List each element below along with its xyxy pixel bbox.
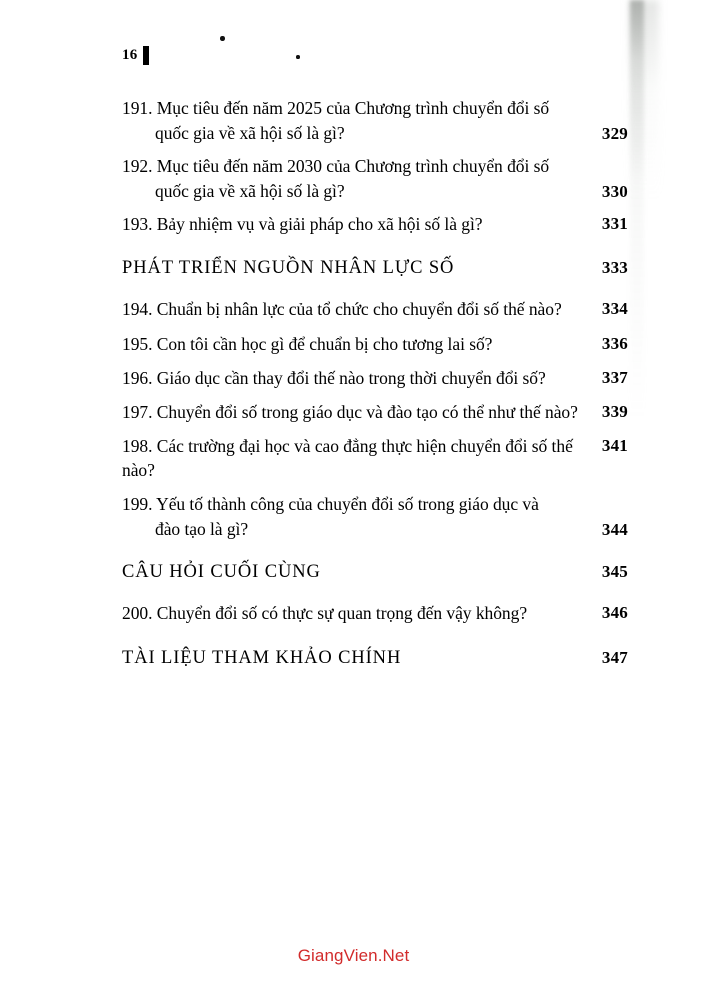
toc-row [122, 332, 628, 356]
toc-entry[interactable] [122, 601, 628, 625]
toc-entry-label: 193. Bảy nhiệm vụ và giải pháp cho xã hội số là gì? [122, 214, 483, 235]
toc-entry-label-continued: quốc gia về xã hội số là gì? [155, 181, 345, 202]
toc-row [122, 434, 628, 482]
scan-edge-shadow [630, 0, 644, 420]
toc-entry-label: 191. Mục tiêu đến năm 2025 của Chương trình chuyển đổi số [122, 98, 550, 118]
toc-entry-label: 200. Chuyển đổi số có thực sự quan trọng đến vậy không? [122, 603, 528, 624]
toc-page-number: 333 [601, 258, 628, 278]
toc-page-number: 336 [601, 333, 628, 353]
folio-page-number: 16 [122, 47, 138, 63]
toc-page-number: 345 [601, 562, 628, 582]
toc-entry[interactable] [122, 96, 628, 144]
toc-row [122, 258, 628, 279]
toc-row [122, 648, 628, 669]
toc-page-number: 341 [601, 435, 628, 455]
scan-speck-icon [296, 55, 300, 59]
toc-section-heading[interactable] [122, 648, 628, 669]
toc-row [122, 366, 628, 390]
toc-entry-label: 199. Yếu tố thành công của chuyển đổi số trong giáo dục và [122, 494, 539, 515]
toc-page-number: 347 [601, 647, 628, 667]
toc-heading-label: CÂU HỎI CUỐI CÙNG [122, 562, 321, 583]
toc-entry-label-continued: quốc gia về xã hội số là gì? [155, 123, 345, 144]
toc-entry-label: 198. Các trường đại học và cao đẳng thực hiện chuyển đổi số thế nào? [122, 435, 573, 481]
toc-page-number: 331 [601, 214, 628, 234]
toc-entry[interactable] [122, 154, 628, 202]
toc-entry-label: 194. Chuẩn bị nhân lực của tổ chức cho chuyển đổi số thế nào? [122, 299, 562, 320]
toc-row [122, 154, 628, 178]
toc-page-number: 337 [601, 367, 628, 387]
toc-entry[interactable] [122, 492, 628, 540]
toc-section-heading[interactable] [122, 562, 628, 583]
page-folio [122, 46, 149, 65]
toc-page-number: 330 [601, 182, 628, 202]
toc-entry[interactable] [122, 434, 628, 482]
toc-row-continuation [122, 181, 628, 202]
toc-page-number: 334 [601, 299, 628, 319]
toc-row-continuation [122, 519, 628, 540]
toc-row [122, 297, 628, 321]
toc-row [122, 212, 628, 236]
table-of-contents [122, 96, 628, 687]
toc-entry-label: 192. Mục tiêu đến năm 2030 của Chương trình chuyển đổi số [122, 156, 550, 177]
toc-row [122, 400, 628, 424]
toc-section-heading[interactable] [122, 258, 628, 279]
toc-heading-label: TÀI LIỆU THAM KHẢO CHÍNH [122, 647, 402, 668]
toc-page-number: 346 [601, 603, 628, 623]
scan-speck-icon [220, 36, 225, 41]
toc-row [122, 96, 628, 120]
toc-entry[interactable] [122, 366, 628, 390]
toc-page-number: 329 [601, 124, 628, 144]
toc-entry-label: 195. Con tôi cần học gì để chuẩn bị cho tương lai số? [122, 333, 493, 354]
toc-entry-label: 196. Giáo dục cần thay đổi thế nào trong thời chuyển đổi số? [122, 367, 546, 388]
toc-row-continuation [122, 123, 628, 144]
toc-entry[interactable] [122, 400, 628, 424]
folio-marker-bar [143, 46, 149, 65]
scan-edge-shadow-secondary [629, 0, 659, 200]
toc-entry[interactable] [122, 212, 628, 236]
toc-row [122, 562, 628, 583]
toc-row [122, 601, 628, 625]
toc-entry[interactable] [122, 297, 628, 321]
watermark: GiangVien.Net [297, 946, 410, 965]
toc-page-number: 344 [601, 520, 628, 540]
toc-entry-label: 197. Chuyển đổi số trong giáo dục và đào tạo có thể như thế nào? [122, 401, 578, 422]
toc-page-number: 339 [601, 401, 628, 421]
toc-entry[interactable] [122, 332, 628, 356]
toc-heading-label: PHÁT TRIỂN NGUỒN NHÂN LỰC SỐ [122, 258, 455, 279]
toc-entry-label-continued: đào tạo là gì? [155, 519, 249, 540]
toc-row [122, 492, 628, 516]
